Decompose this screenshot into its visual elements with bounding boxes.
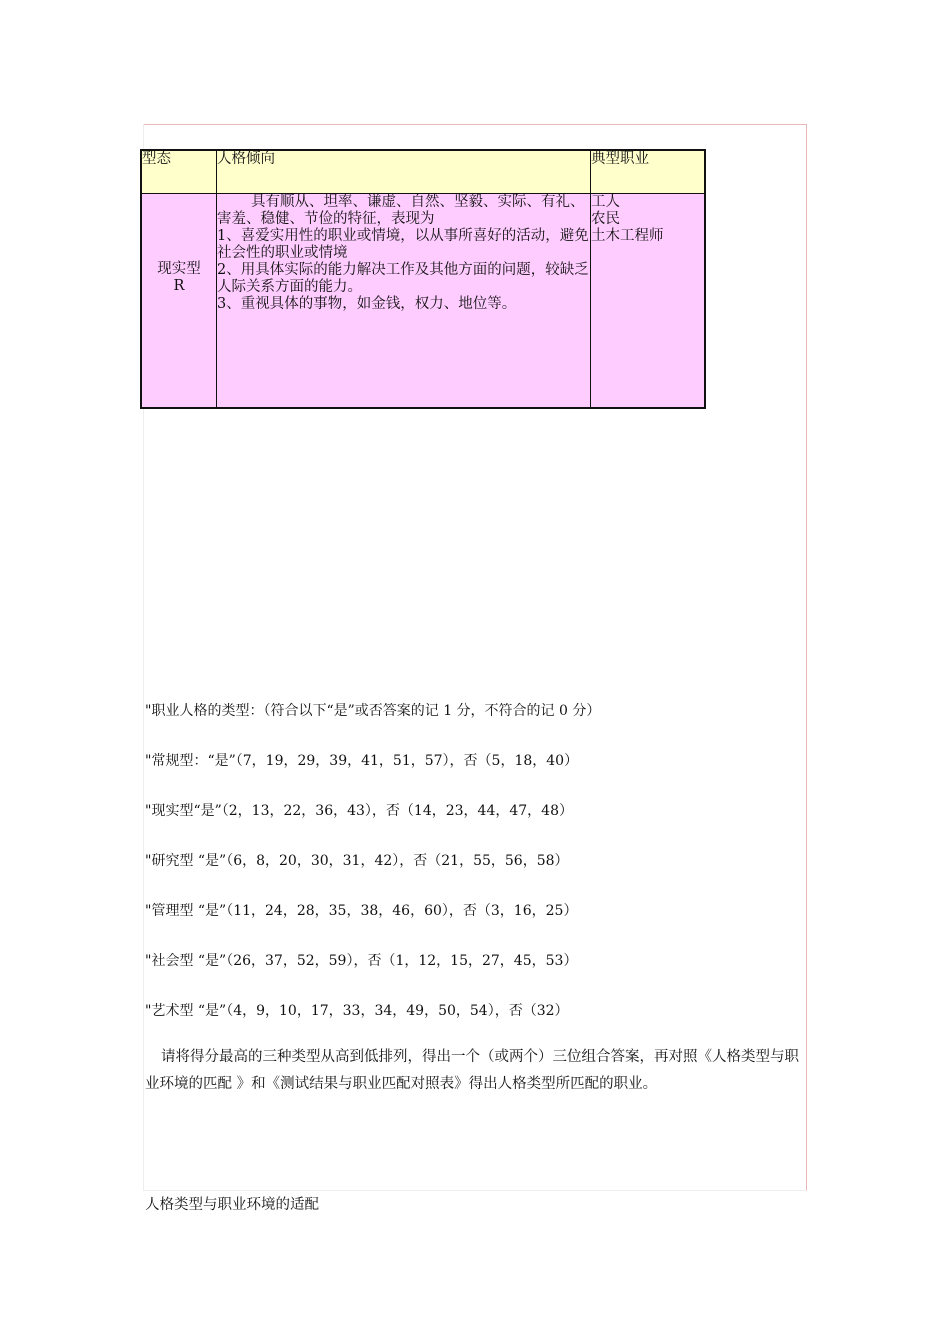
page-frame-top bbox=[143, 124, 807, 125]
personality-type-table bbox=[140, 149, 706, 409]
page-frame-bottom bbox=[143, 1190, 807, 1191]
header-jobs: 典型职业 bbox=[591, 150, 706, 194]
scoring-line-enterprising: "管理型 “是”（11，24，28，35，38，46，60），否（3，16，25） bbox=[145, 903, 578, 919]
job-item: 工人 bbox=[591, 194, 620, 210]
scoring-line-investigative: "研究型 “是”（6，8，20，30，31，42），否（21，55，56，58） bbox=[145, 853, 569, 869]
scoring-line-artistic: "艺术型 “是”（4，9，10，17，33，34，49，50，54），否（32） bbox=[145, 1003, 569, 1019]
type-cell bbox=[141, 194, 217, 409]
tendency-cell bbox=[217, 194, 591, 409]
type-code: R bbox=[173, 277, 185, 294]
header-type: 型态 bbox=[141, 150, 217, 194]
job-item: 农民 bbox=[591, 211, 620, 227]
tendency-item-3: 3、重视具体的事物，如金钱，权力、地位等。 bbox=[217, 296, 517, 312]
type-name: 现实型 bbox=[157, 260, 201, 277]
page-frame-right bbox=[806, 124, 807, 1190]
tendency-item-1: 1、喜爱实用性的职业或情境，以从事所喜好的活动，避免社会性的职业或情境 bbox=[217, 228, 589, 261]
jobs-cell bbox=[591, 194, 706, 409]
table-header-row bbox=[141, 150, 705, 194]
header-tendency: 人格倾向 bbox=[217, 150, 591, 194]
scoring-line-social: "社会型 “是”（26，37，52，59），否（1，12，15，27，45，53） bbox=[145, 953, 578, 969]
scoring-line-realistic: "现实型“是”（2，13，22，36，43），否（14，23，44，47，48） bbox=[145, 803, 573, 819]
job-item: 土木工程师 bbox=[591, 228, 664, 244]
tendency-item-2: 2、用具体实际的能力解决工作及其他方面的问题，较缺乏人际关系方面的能力。 bbox=[217, 262, 589, 295]
scoring-line-conventional: "常规型：“是”（7，19，29，39，41，51，57），否（5，18，40） bbox=[145, 753, 579, 769]
type-name-block bbox=[142, 261, 216, 295]
table-row bbox=[141, 194, 705, 409]
section-title: 人格类型与职业环境的适配 bbox=[145, 1197, 319, 1213]
tendency-lead: 具有顺从、坦率、谦虚、自然、坚毅、实际、有礼、害羞、稳健、节俭的特征，表现为 bbox=[217, 194, 585, 227]
scoring-intro: "职业人格的类型：（符合以下“是”或否答案的记 1 分，不符合的记 0 分） bbox=[145, 703, 601, 719]
instruction-paragraph: 请将得分最高的三种类型从高到低排列，得出一个（或两个）三位组合答案，再对照《人格类型与职业环境的匹配 》和《测试结果与职业匹配对照表》得出人格类型所匹配的职业。 bbox=[145, 1049, 799, 1092]
